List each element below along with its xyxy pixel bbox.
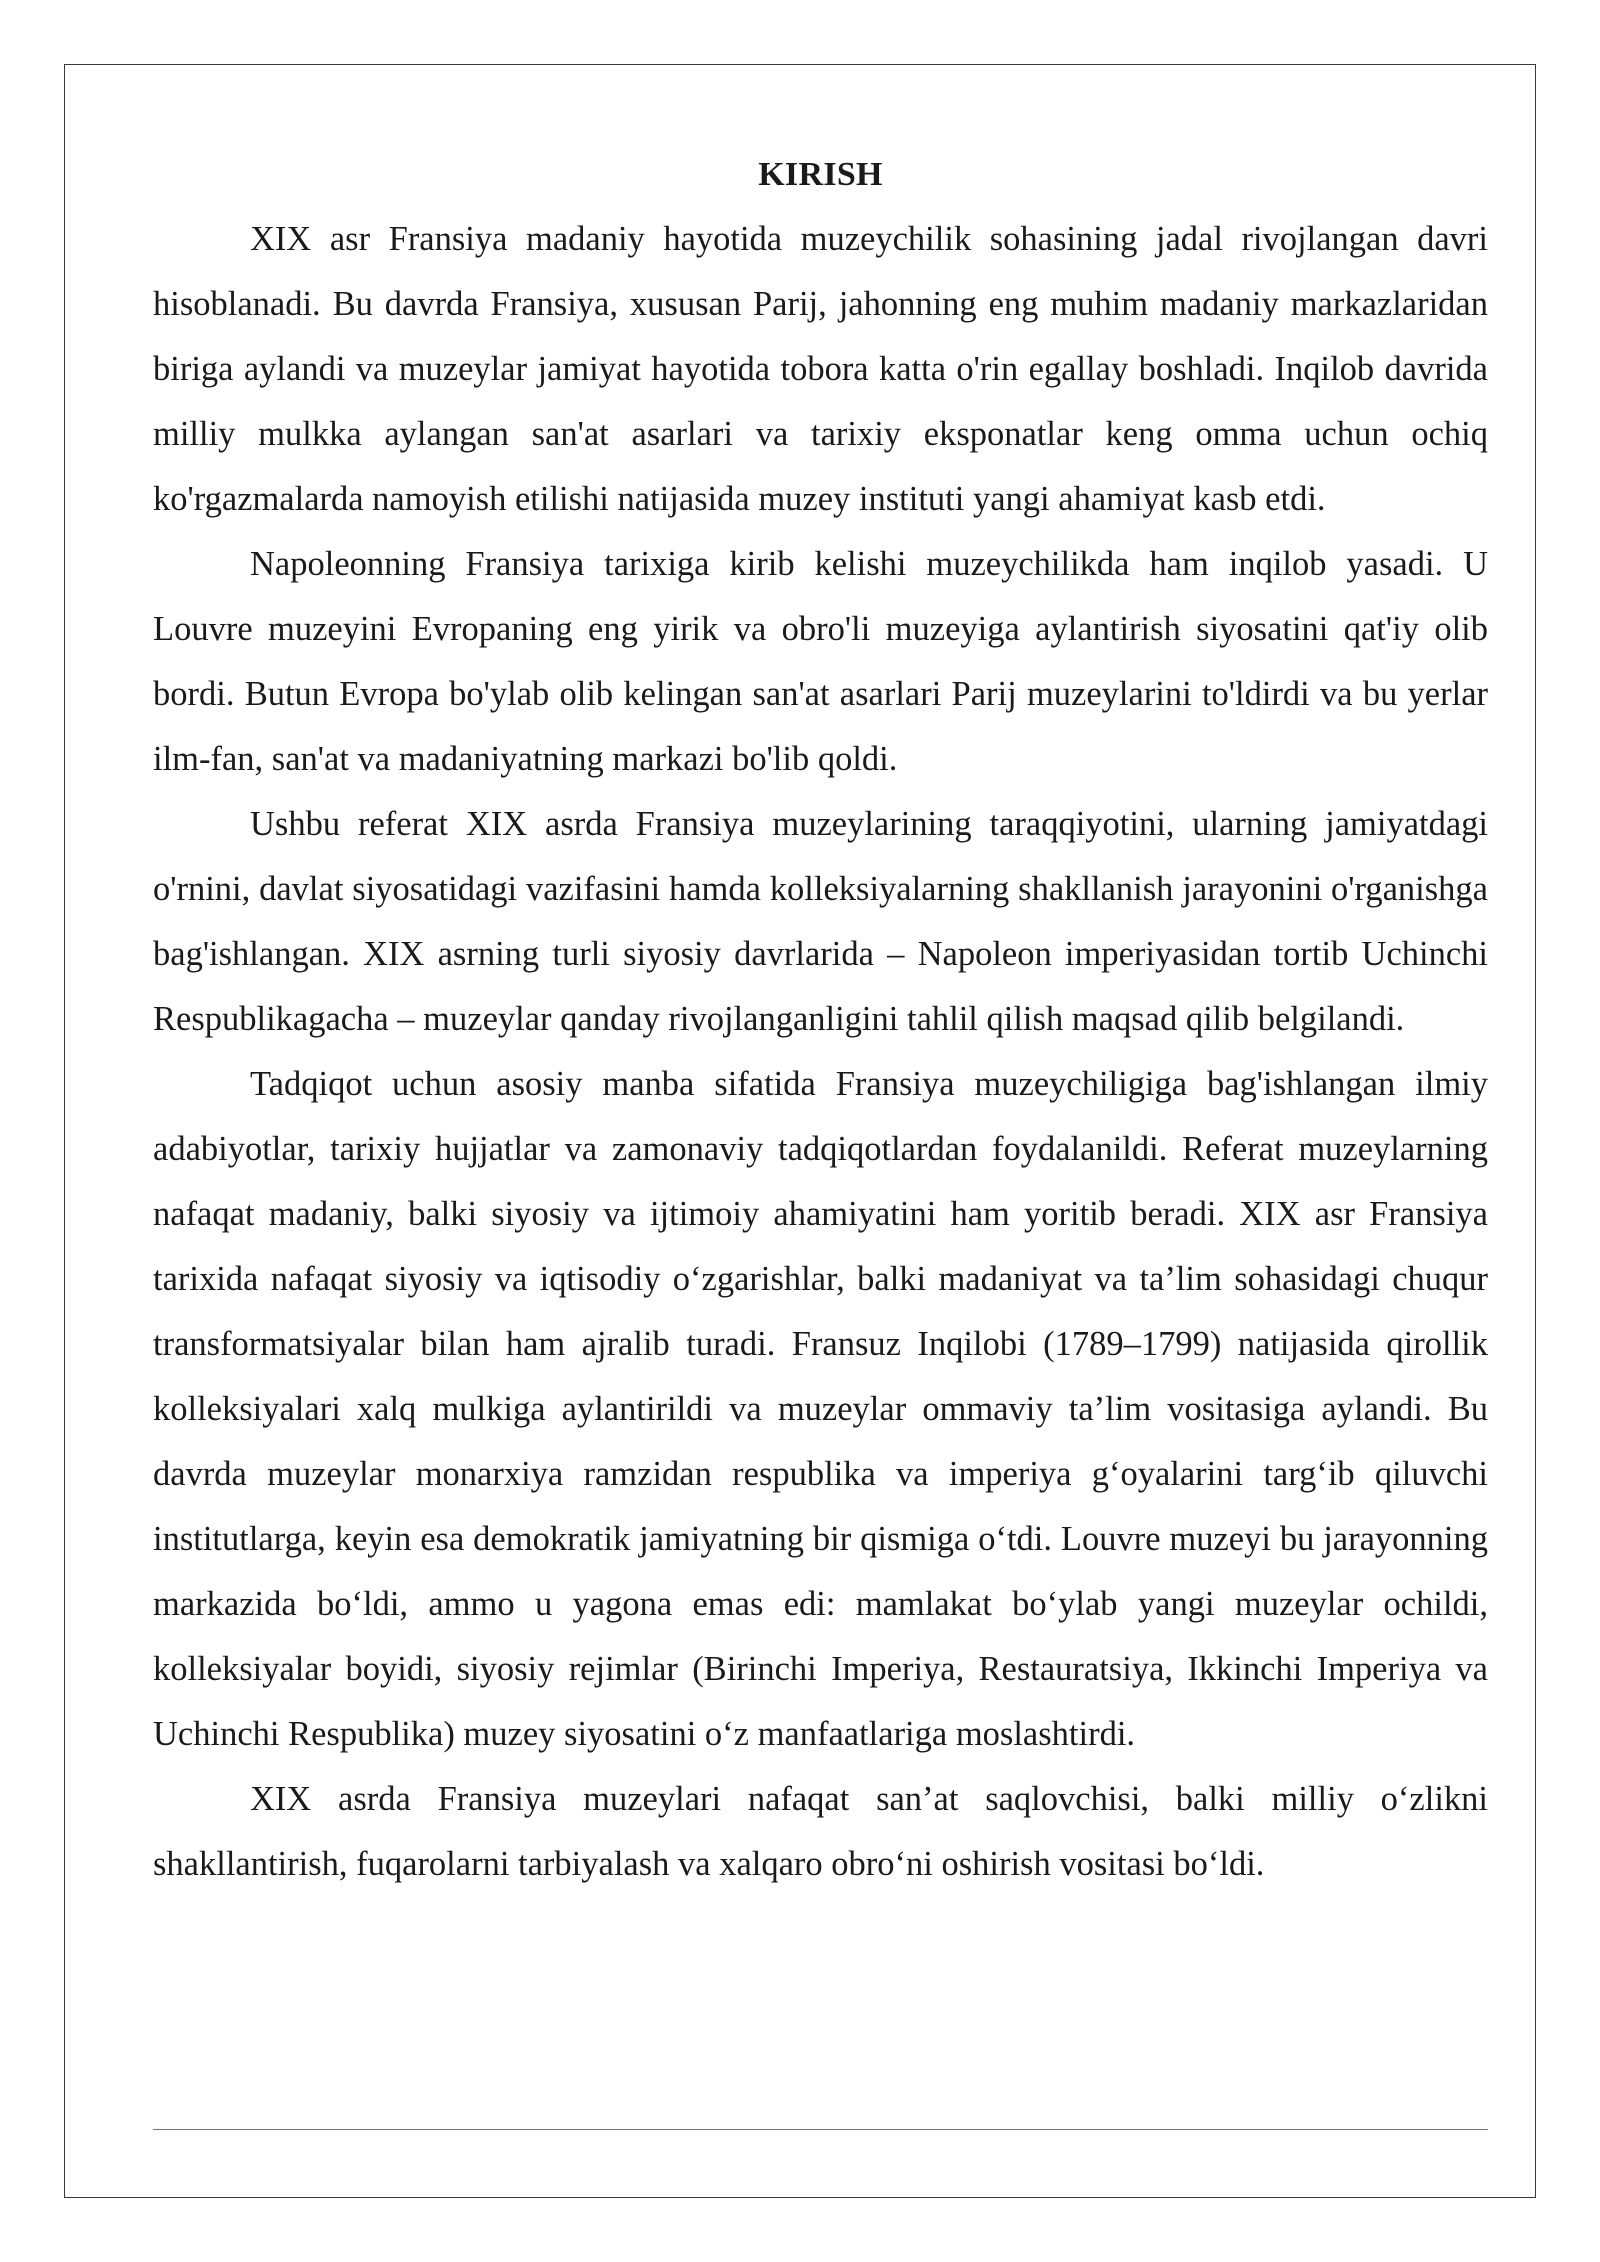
paragraph-4: Tadqiqot uchun asosiy manba sifatida Fransiya muzeychiligiga bag'ishlangan ilmiy adabiyotlar, tarixiy hujjatlar va zamonaviy tadqiqotlardan foydalanildi. Referat muzeylarning nafaqat madaniy, balki siyosiy va ijtimoiy ahamiyatini ham yoritib beradi. XIX asr Fransiya tarixida nafaqat siyosiy va iqtisodiy o‘zgarishlar, balki madaniyat va ta’lim sohasidagi chuqur transformatsiyalar bilan ham ajralib turadi. Fransuz Inqilobi (1789–1799) natijasida qirollik kolleksiyalari xalq mulkiga aylantirildi va muzeylar ommaviy ta’lim vositasiga aylandi. Bu davrda muzeylar monarxiya ramzidan respublika va imperiya g‘oyalarini targ‘ib qiluvchi institutlarga, keyin esa demokratik jamiyatning bir qismiga o‘tdi. Louvre muzeyi bu jarayonning markazida bo‘ldi, ammo u yagona emas edi: mamlakat bo‘ylab yangi muzeylar ochildi, kolleksiyalar boyidi, siyosiy rejimlar (Birinchi Imperiya, Restauratsiya, Ikkinchi Imperiya va Uchinchi Respublika) muzey siyosatini o‘z manfaatlariga moslashtirdi. — [153, 1065, 1488, 1753]
document-heading: KIRISH — [758, 156, 883, 193]
paragraph-5: XIX asrda Fransiya muzeylari nafaqat san’at saqlovchisi, balki milliy o‘zlikni shakllantirish, fuqarolarni tarbiyalash va xalqaro obro‘ni oshirish vositasi bo‘ldi. — [153, 1780, 1488, 1883]
document-body — [153, 142, 1488, 1897]
footer-divider-line — [153, 2129, 1488, 2130]
paragraph-2: Napoleonning Fransiya tarixiga kirib kelishi muzeychilikda ham inqilob yasadi. U Louvre muzeyini Evropaning eng yirik va obro'li muzeyiga aylantirish siyosatini qat'iy olib bordi. Butun Evropa bo'ylab olib kelingan san'at asarlari Parij muzeylarini to'ldirdi va bu yerlar ilm-fan, san'at va madaniyatning markazi bo'lib qoldi. — [153, 545, 1488, 778]
paragraph-3: Ushbu referat XIX asrda Fransiya muzeylarining taraqqiyotini, ularning jamiyatdagi o'rnini, davlat siyosatidagi vazifasini hamda kolleksiyalarning shakllanish jarayonini o'rganishga bag'ishlangan. XIX asrning turli siyosiy davrlarida – Napoleon imperiyasidan tortib Uchinchi Respublikagacha – muzeylar qanday rivojlanganligini tahlil qilish maqsad qilib belgilandi. — [153, 805, 1488, 1038]
paragraph-1: XIX asr Fransiya madaniy hayotida muzeychilik sohasining jadal rivojlangan davri hisoblanadi. Bu davrda Fransiya, xususan Parij, jahonning eng muhim madaniy markazlaridan biriga aylandi va muzeylar jamiyat hayotida tobora katta o'rin egallay boshladi. Inqilob davrida milliy mulkka aylangan san'at asarlari va tarixiy eksponatlar keng omma uchun ochiq ko'rgazmalarda namoyish etilishi natijasida muzey instituti yangi ahamiyat kasb etdi. — [153, 220, 1488, 518]
